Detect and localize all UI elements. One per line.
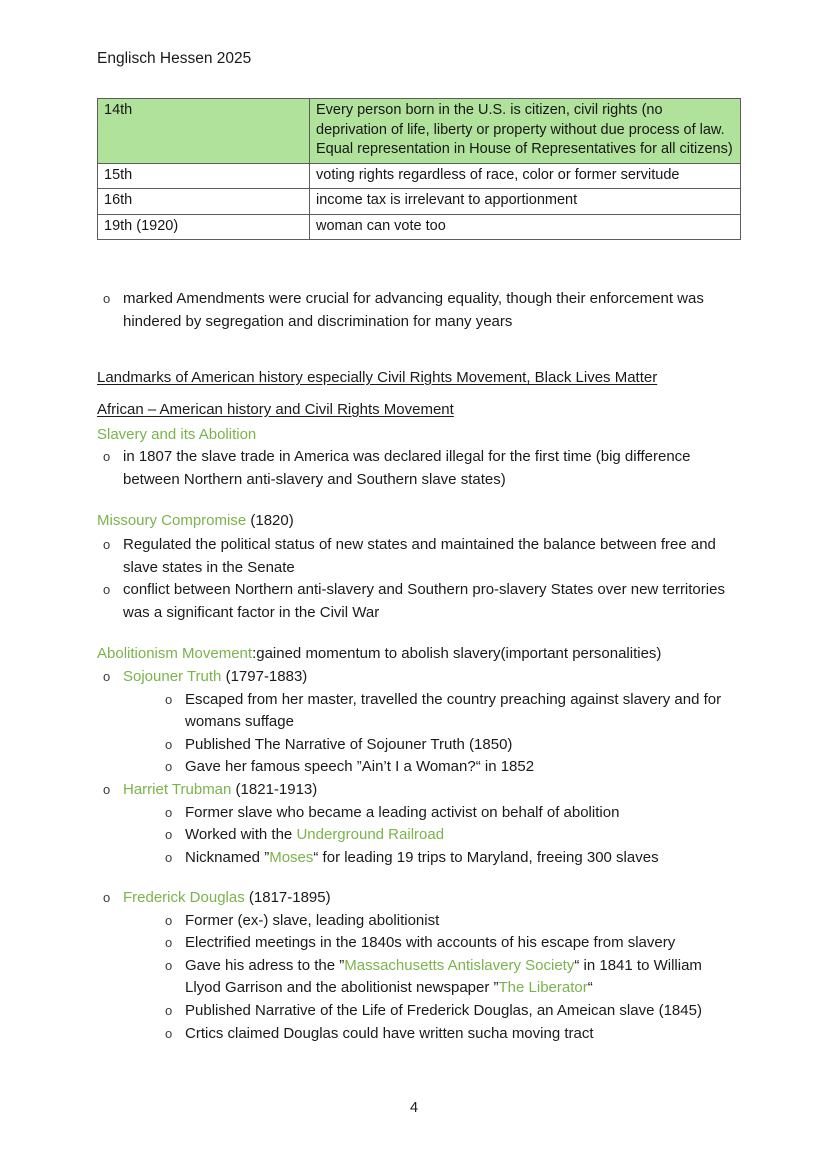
list-item	[159, 932, 737, 955]
heading-abolitionism-green: Abolitionism Movement	[97, 645, 253, 662]
list-item-person	[97, 887, 737, 1045]
table-cell-description: income tax is irrelevant to apportionment	[310, 189, 741, 215]
heading-missoury-compromise	[97, 510, 294, 533]
detail-text: Former (ex-) slave, leading abolitionist	[185, 911, 440, 929]
detail-text: Gave his adress to the ”	[185, 956, 345, 974]
detail-text: Worked with the	[185, 826, 297, 844]
table-row	[98, 99, 741, 164]
slavery-bullets-block	[97, 446, 727, 491]
table-row	[98, 189, 741, 215]
abolitionist-people-list	[97, 887, 737, 1045]
detail-text: Electrified meetings in the 1840s with accounts of his escape from slavery	[185, 934, 676, 952]
slavery-bullet-list	[97, 446, 727, 491]
person-name: Frederick Douglas	[123, 889, 245, 906]
table-cell-amendment: 16th	[98, 189, 310, 215]
person-detail-list	[159, 802, 737, 870]
detail-text: Crtics claimed Douglas could have written sucha moving tract	[185, 1024, 594, 1042]
detail-text-post: “ for leading 19 trips to Maryland, freeing 300 slaves	[313, 848, 659, 866]
detail-text-post: “ in 1841 to William Llyod Garrison and the abolitionist newspaper ”	[185, 956, 702, 997]
heading-abolitionism-rest: :gained momentum to abolish slavery(important personalities)	[252, 645, 662, 662]
page-number: 4	[409, 1100, 419, 1116]
detail-text: Published The Narrative of Sojouner Truth (1850)	[185, 735, 513, 753]
table-cell-amendment: 14th	[98, 99, 310, 164]
list-item	[159, 734, 737, 757]
abolitionist-people-list	[97, 666, 737, 779]
list-item	[159, 1000, 737, 1023]
person-detail-list	[159, 910, 737, 1046]
list-item	[159, 955, 737, 1000]
list-item	[159, 756, 737, 779]
detail-text-post-2: “	[587, 979, 593, 997]
person-harriet-trubman-block	[97, 779, 737, 869]
table-cell-amendment: 19th (1920)	[98, 214, 310, 240]
person-detail-list	[159, 689, 737, 779]
detail-text: Former slave who became a leading activist on behalf of abolition	[185, 803, 620, 821]
detail-text-green: Moses	[269, 848, 314, 866]
table-cell-amendment: 15th	[98, 163, 310, 189]
heading-african-american: African – American history and Civil Rights Movement	[97, 401, 454, 418]
list-item	[159, 689, 737, 734]
heading-abolitionism	[97, 643, 661, 666]
person-name: Sojouner Truth	[123, 668, 222, 685]
missoury-bullet-text: Regulated the political status of new states and maintained the balance between free and slave states in the Senate	[123, 536, 716, 576]
table-cell-description: Every person born in the U.S. is citizen, civil rights (no deprivation of life, liberty or property without due process of law. Equal representation in House of Representatives for all citizens)	[310, 99, 741, 164]
list-item	[159, 910, 737, 933]
page-title: Englisch Hessen 2025	[97, 50, 252, 67]
person-sojouner-truth-block	[97, 666, 737, 779]
detail-text: Published Narrative of the Life of Frederick Douglas, an Ameican slave (1845)	[185, 1001, 702, 1019]
list-item	[159, 847, 737, 870]
abolitionist-people-list	[97, 779, 737, 869]
table-cell-description: woman can vote too	[310, 214, 741, 240]
table-row	[98, 214, 741, 240]
detail-text-green-2: The Liberator	[498, 979, 588, 997]
summary-bullet-list	[97, 288, 717, 333]
heading-missoury-green: Missoury Compromise	[97, 512, 247, 529]
table-cell-description: voting rights regardless of race, color or former servitude	[310, 163, 741, 189]
detail-text-green: Underground Railroad	[296, 826, 445, 844]
person-frederick-douglas-block	[97, 887, 737, 1045]
detail-text: Escaped from her master, travelled the country preaching against slavery and for womans suffage	[185, 690, 722, 731]
missoury-bullets-block	[97, 534, 727, 624]
list-item	[97, 288, 717, 333]
detail-text-green: Massachusetts Antislavery Society	[344, 956, 575, 974]
slavery-bullet-text: in 1807 the slave trade in America was declared illegal for the first time (big difference between Northern anti-slavery and Southern slave states)	[123, 448, 691, 488]
summary-bullet-text: marked Amendments were crucial for advancing equality, though their enforcement was hindered by segregation and discrimination for many years	[123, 290, 704, 330]
table-row	[98, 163, 741, 189]
person-dates: (1797-1883)	[221, 668, 308, 685]
list-item	[97, 534, 727, 579]
list-item	[159, 824, 737, 847]
person-dates: (1821-1913)	[231, 781, 318, 798]
list-item-person	[97, 666, 737, 779]
list-item	[159, 802, 737, 825]
list-item	[159, 1023, 737, 1046]
missoury-bullet-text: conflict between Northern anti-slavery and Southern pro-slavery States over new territories was a significant factor in the Civil War	[123, 581, 725, 621]
list-item	[97, 446, 727, 491]
heading-missoury-year: (1820)	[246, 512, 294, 529]
detail-text: Gave her famous speech ”Ain’t I a Woman?“ in 1852	[185, 758, 535, 776]
list-item	[97, 579, 727, 624]
amendments-table	[97, 98, 741, 240]
missoury-bullet-list	[97, 534, 727, 624]
heading-slavery: Slavery and its Abolition	[97, 426, 257, 443]
person-dates: (1817-1895)	[244, 889, 331, 906]
heading-landmarks: Landmarks of American history especially Civil Rights Movement, Black Lives Matter	[97, 369, 658, 386]
list-item-person	[97, 779, 737, 869]
detail-text: Nicknamed ”	[185, 848, 270, 866]
amendments-table-body	[98, 99, 741, 240]
summary-bullet-block	[97, 288, 717, 333]
person-name: Harriet Trubman	[123, 781, 232, 798]
